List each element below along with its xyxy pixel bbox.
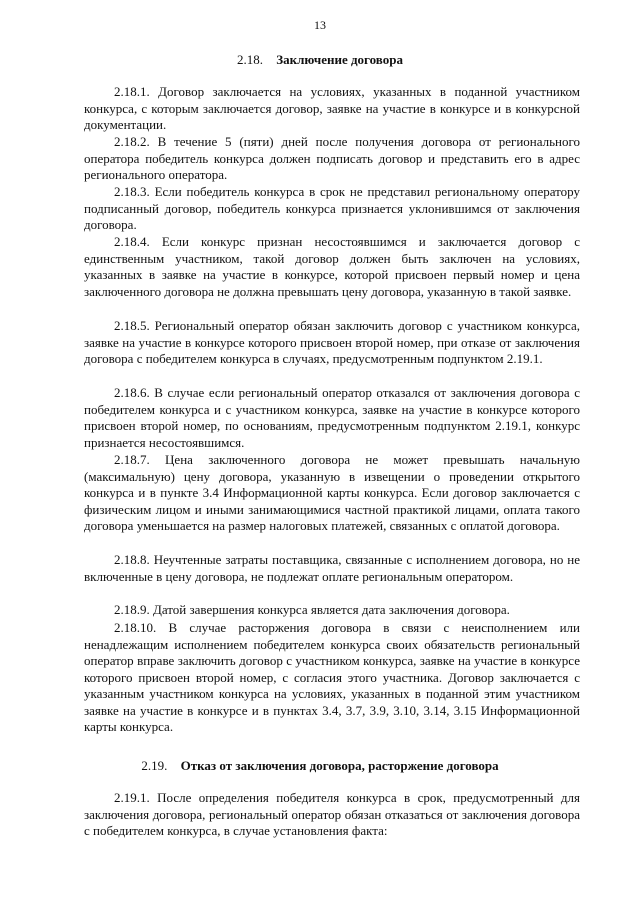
paragraph-2-18-3: 2.18.3. Если победитель конкурса в срок не представил региональному оператору подписанный договор, победитель конкурса признается уклонившимся от заключения договора. (84, 184, 580, 232)
paragraph-2-19-1: 2.19.1. После определения победителя конкурса в срок, предусмотренный для заключения договора, региональный оператор обязан отказаться от заключения договора с победителем конкурса, в случае установления факта: (84, 790, 580, 838)
section-title: Отказ от заключения договора, расторжение договора (180, 758, 499, 773)
paragraph-2-18-4: 2.18.4. Если конкурс признан несостоявшимся и заключается договор с единственным участником, такой договор должен быть заключен на условиях, указанных в заявке на участие в конкурсе, которой присвоен первый номер и цена заключенного договора не должна превышать цену договора, указанную в такой заявке. (84, 234, 580, 299)
paragraph-2-18-9: 2.18.9. Датой завершения конкурса является дата заключения договора. (114, 602, 510, 617)
paragraph-2-18-8: 2.18.8. Неучтенные затраты поставщика, связанные с исполнением договора, но не включенные в цену договора, не подлежат оплате региональным оператором. (84, 552, 580, 584)
section-heading-2-18 (0, 52, 640, 68)
paragraph-2-18-5: 2.18.5. Региональный оператор обязан заключить договор с участником конкурса, заявке на участие в конкурсе которого присвоен второй номер, при отказе от заключения договора с победителем конкурса в случаях, предусмотренным подпунктом 2.19.1. (84, 318, 580, 366)
paragraph-2-18-1: 2.18.1. Договор заключается на условиях, указанных в поданной участником конкурса, с которым заключается договор, заявке на участие в конкурсе и в конкурсной документации. (84, 84, 580, 132)
paragraph-2-18-2: 2.18.2. В течение 5 (пяти) дней после получения договора от регионального оператора победитель конкурса должен подписать договор и представить его в адрес регионального оператора. (84, 134, 580, 182)
paragraph-2-18-7: 2.18.7. Цена заключенного договора не может превышать начальную (максимальную) цену договора, указанную в извещении о проведении открытого конкурса и в пункте 3.4 Информационной карты конкурса. Если договор заключается с физическим лицом и иными занимающимися частной практикой лицами, оплата такого договора уменьшается на размер налоговых платежей, связанных с оплатой договора. (84, 452, 580, 533)
paragraph-2-18-10: 2.18.10. В случае расторжения договора в связи с неисполнением или ненадлежащим исполнением победителем конкурса своих обязательств региональный оператор вправе заключить договор с участником конкурса, заявке на участие в конкурсе которого присвоен второй номер, с согласия этого участника. Договор заключается с указанным участником конкурса на условиях, указанных в поданной этим участником заявке на участие в конкурсе и в пунктах 3.4, 3.7, 3.9, 3.10, 3.14, 3.15 Информационной карты конкурса. (84, 620, 580, 734)
section-number: 2.19. (141, 758, 168, 773)
section-title: Заключение договора (276, 52, 403, 67)
paragraph-2-18-6: 2.18.6. В случае если региональный оператор отказался от заключения договора с победителем конкурса и с участником конкурса, заявке на участие в конкурсе которого присвоен второй номер, по основаниям, предусмотренным подпунктом 2.19.1, конкурс признается несостоявшимся. (84, 385, 580, 450)
page-number: 13 (314, 18, 326, 32)
section-number: 2.18. (237, 52, 264, 67)
section-heading-2-19 (0, 758, 640, 774)
